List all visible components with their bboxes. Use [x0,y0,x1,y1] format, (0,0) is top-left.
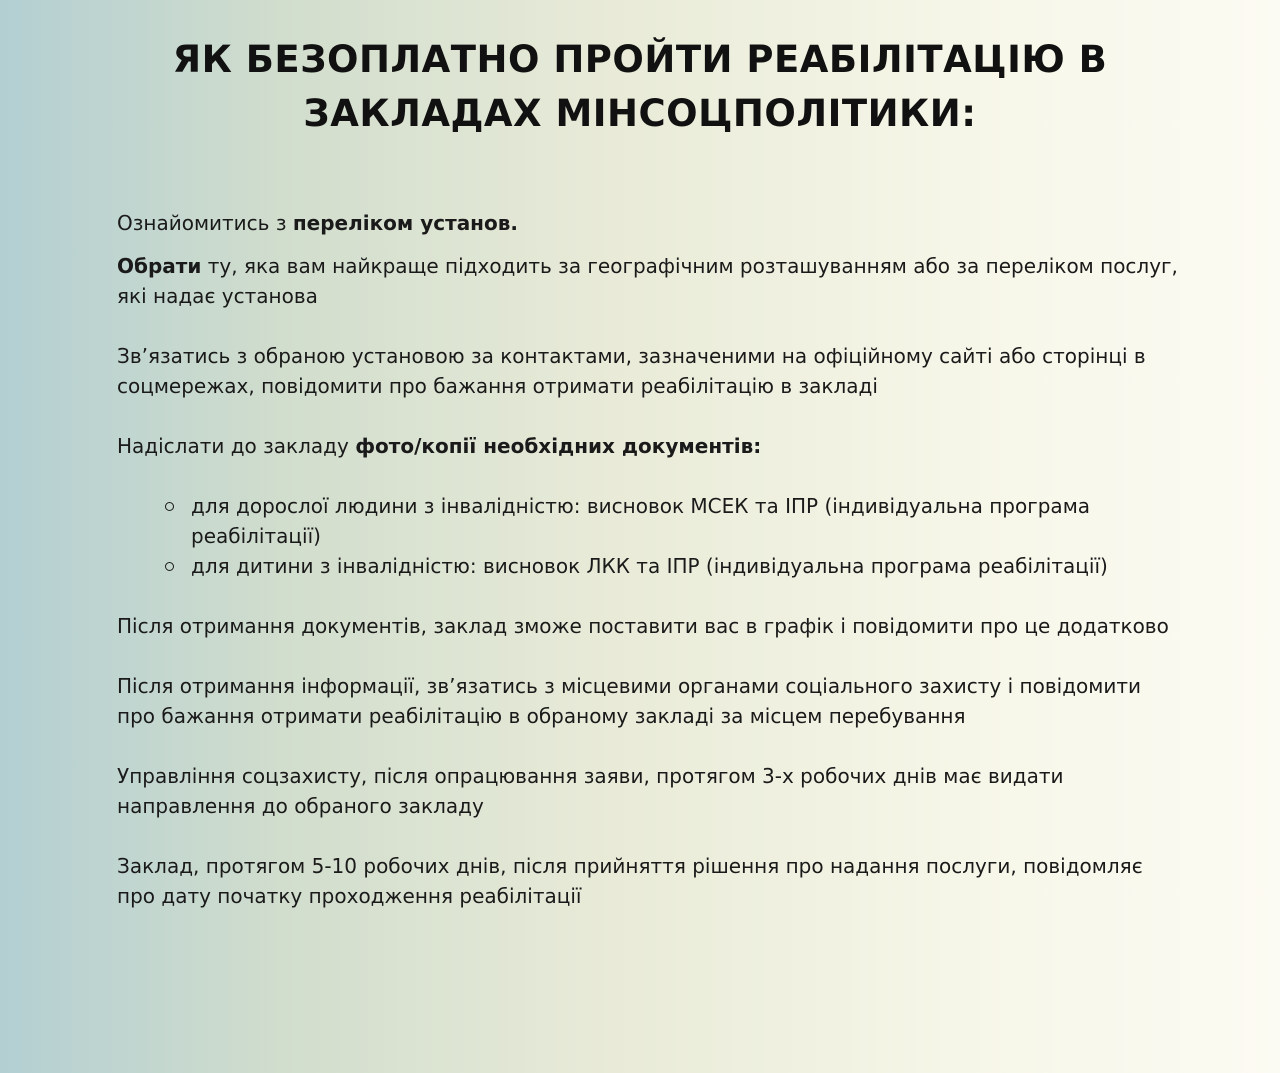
list-item [191,551,1179,581]
step-2-bold: Обрати [117,254,202,278]
document-item-text: для дорослої людини з інвалідністю: висновок МСЕК та ІПР (індивідуальна програма реабілітації) [191,494,1091,548]
spacer [117,641,1179,671]
step-6-paragraph: Після отримання інформації, зв’язатись з місцевими органами соціального захисту і повідомити про бажання отримати реабілітацію в обраному закладі за місцем перебування [117,674,1141,728]
title-line-1: ЯК БЕЗОПЛАТНО ПРОЙТИ РЕАБІЛІТАЦІЮ В [172,38,1108,81]
title-line-2: ЗАКЛАДАХ МІНСОЦПОЛІТИКИ: [303,92,977,135]
step-1-paragraph [117,208,1179,238]
step-4-paragraph [117,431,1179,461]
step-5-paragraph: Після отримання документів, заклад зможе поставити вас в графік і повідомити про це додатково [117,614,1169,638]
step-4-prefix: Надіслати до закладу [117,434,356,458]
step-3-paragraph: Зв’язатись з обраною установою за контактами, зазначеними на офіційному сайті або сторінці в соцмережах, повідомити про бажання отримати реабілітацію в закладі [117,344,1146,398]
document-item-text: для дитини з інвалідністю: висновок ЛКК та ІПР (індивідуальна програма реабілітації) [191,554,1108,578]
step-8-paragraph: Заклад, протягом 5-10 робочих днів, після прийняття рішення про надання послуги, повідомляє про дату початку проходження реабілітації [117,854,1143,908]
step-1-bold: переліком установ. [292,211,518,235]
spacer [117,581,1179,611]
documents-list [117,491,1179,581]
step-7-paragraph: Управління соцзахисту, після опрацювання заяви, протягом 3-х робочих днів має видати направлення до обраного закладу [117,764,1064,818]
circle-bullet-icon [165,562,174,571]
step-1-prefix: Ознайомитись з [117,211,293,235]
spacer [117,821,1179,851]
list-item [191,491,1179,551]
step-4-bold: фото/копії необхідних документів: [355,434,762,458]
spacer [117,461,1179,491]
spacer [117,731,1179,761]
page-title [140,33,1140,141]
spacer [117,401,1179,431]
step-2-rest: ту, яка вам найкраще підходить за географічним розташуванням або за переліком послуг, які надає установа [117,254,1178,308]
step-2-paragraph [117,251,1179,311]
spacer [117,311,1179,341]
circle-bullet-icon [165,502,174,511]
steps-content [117,208,1179,911]
